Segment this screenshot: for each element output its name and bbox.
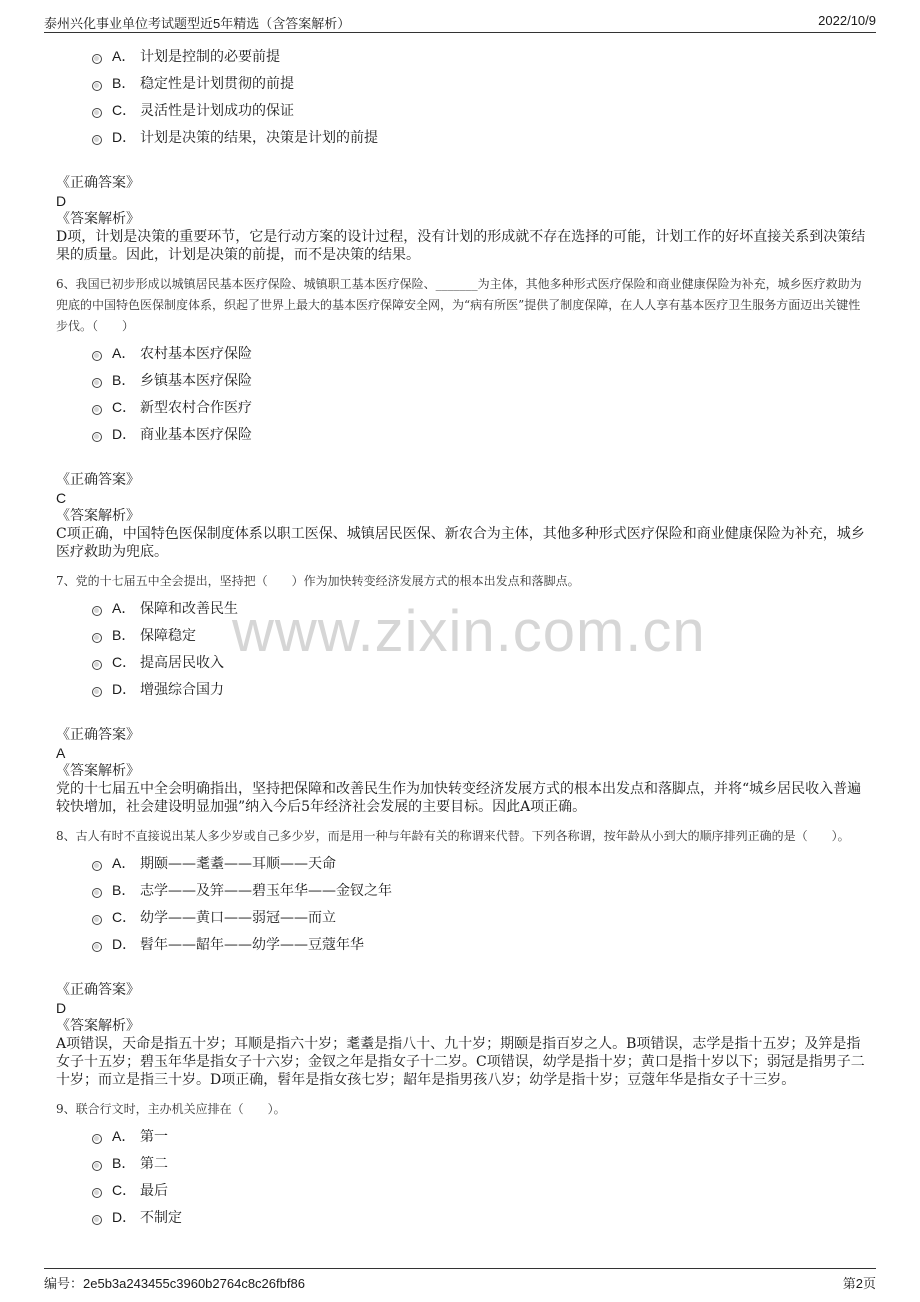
page-footer [44,1268,876,1293]
q6-option-c[interactable]: C． 新型农村合作医疗 [92,393,870,420]
q7-stem: 7、党的十七届五中全会提出，坚持把（ ）作为加快转变经济发展方式的根本出发点和落脚点。 [56,574,580,588]
analysis-label: 《答案解析》 [56,211,140,227]
q6-analysis: C项正确，中国特色医保制度体系以职工医保、城镇居民医保、新农合为主体，其他多种形式医疗保险和商业健康保险为补充，城乡医疗救助为兜底。 [56,526,865,560]
q9-stem: 9、联合行文时，主办机关应排在（ ）。 [56,1102,286,1116]
radio-icon[interactable] [92,405,102,415]
q6-options [92,337,870,447]
q6-option-b[interactable]: B． 乡镇基本医疗保险 [92,366,870,393]
q7-option-c[interactable]: C． 提高居民收入 [92,648,870,675]
page-number: 第2页 [842,1276,876,1291]
q7-answer-block [56,726,870,816]
q8-option-d[interactable]: D． 髫年——龆年——幼学——豆蔻年华 [92,930,870,957]
radio-icon[interactable] [92,378,102,388]
radio-icon[interactable] [92,1215,102,1225]
radio-icon[interactable] [92,54,102,64]
correct-answer-label: 《正确答案》 [56,727,140,743]
page-content [56,40,870,1230]
q8-analysis: A项错误，天命是指五十岁；耳顺是指六十岁；耄耋是指八十、九十岁；期颐是指百岁之人。B项错误，志学是指十五岁；及笄是指女子十五岁；碧玉年华是指女子十六岁；金钗之年是指女子十二岁。C项错误，幼学是指十岁；黄口是指十岁以下；弱冠是指男子二十岁；而立是指三十岁。D项正确，髫年是指女孩七岁；龆年是指男孩八岁；幼学是指十岁；豆蔻年华是指女子十三岁。 [56,1036,865,1088]
radio-icon[interactable] [92,633,102,643]
q6-option-a[interactable]: A． 农村基本医疗保险 [92,339,870,366]
q9-option-b[interactable]: B． 第二 [92,1149,870,1176]
radio-icon[interactable] [92,606,102,616]
q5-option-d[interactable]: D． 计划是决策的结果，决策是计划的前提 [92,123,870,150]
radio-icon[interactable] [92,108,102,118]
radio-icon[interactable] [92,432,102,442]
q7-answer: A [56,745,66,761]
q8-options [92,847,870,957]
radio-icon[interactable] [92,1188,102,1198]
radio-icon[interactable] [92,687,102,697]
q7-option-a[interactable]: A． 保障和改善民生 [92,594,870,621]
radio-icon[interactable] [92,351,102,361]
q8-answer-block [56,981,870,1089]
q5-option-b[interactable]: B． 稳定性是计划贯彻的前提 [92,69,870,96]
correct-answer-label: 《正确答案》 [56,982,140,998]
analysis-label: 《答案解析》 [56,763,140,779]
q5-option-c[interactable]: C． 灵活性是计划成功的保证 [92,96,870,123]
q5-answer: D [56,193,67,209]
document-title: 泰州兴化事业单位考试题型近5年精选（含答案解析） [44,16,351,31]
q7-options [92,592,870,702]
q6-answer: C [56,490,67,506]
radio-icon[interactable] [92,1134,102,1144]
q6-option-d[interactable]: D． 商业基本医疗保险 [92,420,870,447]
q9-option-c[interactable]: C． 最后 [92,1176,870,1203]
document-date: 2022/10/9 [818,13,876,28]
q6-stem: 6、我国已初步形成以城镇居民基本医疗保险、城镇职工基本医疗保险、_______为主体，其他多种形式医疗保险和商业健康保险为补充，城乡医疗救助为兜底的中国特色医保制度体系，织起了世界上最大的基本医疗保障安全网，为“病有所医”提供了制度保障，在人人享有基本医疗卫生服务方面迈出关键性步伐。（ ） [56,277,862,333]
radio-icon[interactable] [92,942,102,952]
radio-icon[interactable] [92,81,102,91]
analysis-label: 《答案解析》 [56,508,140,524]
q8-option-b[interactable]: B． 志学——及笄——碧玉年华——金钗之年 [92,876,870,903]
radio-icon[interactable] [92,135,102,145]
q7-analysis: 党的十七届五中全会明确指出，坚持把保障和改善民生作为加快转变经济发展方式的根本出发点和落脚点，并将“城乡居民收入普遍较快增加，社会建设明显加强”纳入今后5年经济社会发展的主要目标。因此A项正确。 [56,781,862,815]
q7-option-d[interactable]: D． 增强综合国力 [92,675,870,702]
analysis-label: 《答案解析》 [56,1018,140,1034]
correct-answer-label: 《正确答案》 [56,472,140,488]
radio-icon[interactable] [92,888,102,898]
correct-answer-label: 《正确答案》 [56,175,140,191]
radio-icon[interactable] [92,861,102,871]
radio-icon[interactable] [92,915,102,925]
q5-answer-block [56,174,870,264]
q9-options [92,1120,870,1230]
watermark: www.zixin.com.cn [232,599,706,664]
q6-answer-block [56,471,870,561]
q7-option-b[interactable]: B． 保障稳定 [92,621,870,648]
q8-option-c[interactable]: C． 幼学——黄口——弱冠——而立 [92,903,870,930]
page-header [44,10,876,33]
q8-stem: 8、古人有时不直接说出某人多少岁或自己多少岁，而是用一种与年龄有关的称谓来代替。下列各称谓，按年龄从小到大的顺序排列正确的是（ ）。 [56,829,850,843]
radio-icon[interactable] [92,1161,102,1171]
radio-icon[interactable] [92,660,102,670]
q5-option-a[interactable]: A． 计划是控制的必要前提 [92,42,870,69]
q9-option-d[interactable]: D． 不制定 [92,1203,870,1230]
document-id: 编号：2e5b3a243455c3960b2764c8c26fbf86 [44,1276,305,1291]
q5-analysis: D项，计划是决策的重要环节，它是行动方案的设计过程，没有计划的形成就不存在选择的可能，计划工作的好坏直接关系到决策结果的质量。因此，计划是决策的前提，而不是决策的结果。 [56,229,866,263]
q8-answer: D [56,1000,67,1016]
q8-option-a[interactable]: A． 期颐——耄耋——耳顺——天命 [92,849,870,876]
q9-option-a[interactable]: A． 第一 [92,1122,870,1149]
q5-options [92,40,870,150]
